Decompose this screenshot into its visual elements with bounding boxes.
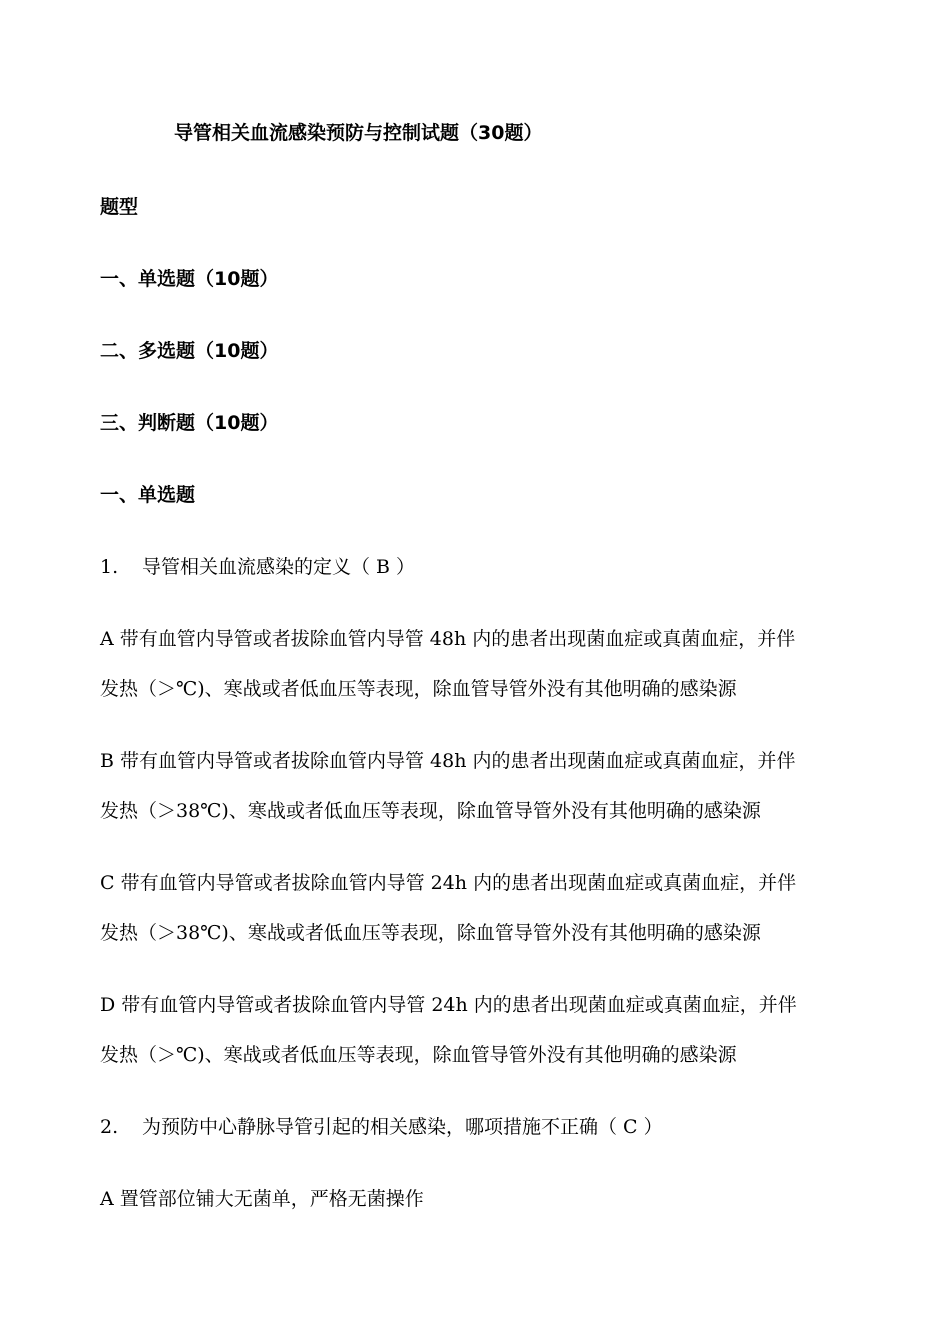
section-type-multiple-choice: 二、多选题（10题） [100, 340, 279, 362]
question-1-option-a-line-1: A 带有血管内导管或者拔除血管内导管 48h 内的患者出现菌血症或真菌血症，并伴 [100, 628, 796, 650]
question-1-text: 导管相关血流感染的定义（ B ） [142, 556, 416, 578]
section-type-true-false: 三、判断题（10题） [100, 412, 279, 434]
document-title: 导管相关血流感染预防与控制试题（30题） [174, 122, 543, 144]
question-1-option-d-line-2: 发热（＞℃)、寒战或者低血压等表现，除血管导管外没有其他明确的感染源 [100, 1044, 737, 1066]
question-1-option-c-line-2: 发热（＞38℃)、寒战或者低血压等表现，除血管导管外没有其他明确的感染源 [100, 922, 761, 944]
section-type-single-choice: 一、单选题（10题） [100, 268, 279, 290]
question-1-number: 1. [100, 556, 119, 578]
question-1-option-a-line-2: 发热（＞℃)、寒战或者低血压等表现，除血管导管外没有其他明确的感染源 [100, 678, 737, 700]
question-2-number: 2. [100, 1116, 119, 1138]
question-1-option-d-line-1: D 带有血管内导管或者拔除血管内导管 24h 内的患者出现菌血症或真菌血症，并伴 [100, 994, 797, 1016]
question-1-option-c-line-1: C 带有血管内导管或者拔除血管内导管 24h 内的患者出现菌血症或真菌血症，并伴 [100, 872, 797, 894]
section-heading-single-choice: 一、单选题 [100, 484, 196, 506]
question-2-option-a: A 置管部位铺大无菌单，严格无菌操作 [100, 1188, 424, 1210]
question-2-text: 为预防中心静脉导管引起的相关感染，哪项措施不正确（ C ） [142, 1116, 663, 1138]
question-types-heading: 题型 [100, 196, 139, 218]
question-1-option-b-line-2: 发热（＞38℃)、寒战或者低血压等表现，除血管导管外没有其他明确的感染源 [100, 800, 761, 822]
question-1 [100, 554, 415, 580]
question-1-option-b-line-1: B 带有血管内导管或者拔除血管内导管 48h 内的患者出现菌血症或真菌血症，并伴 [100, 750, 796, 772]
question-2 [100, 1114, 663, 1140]
